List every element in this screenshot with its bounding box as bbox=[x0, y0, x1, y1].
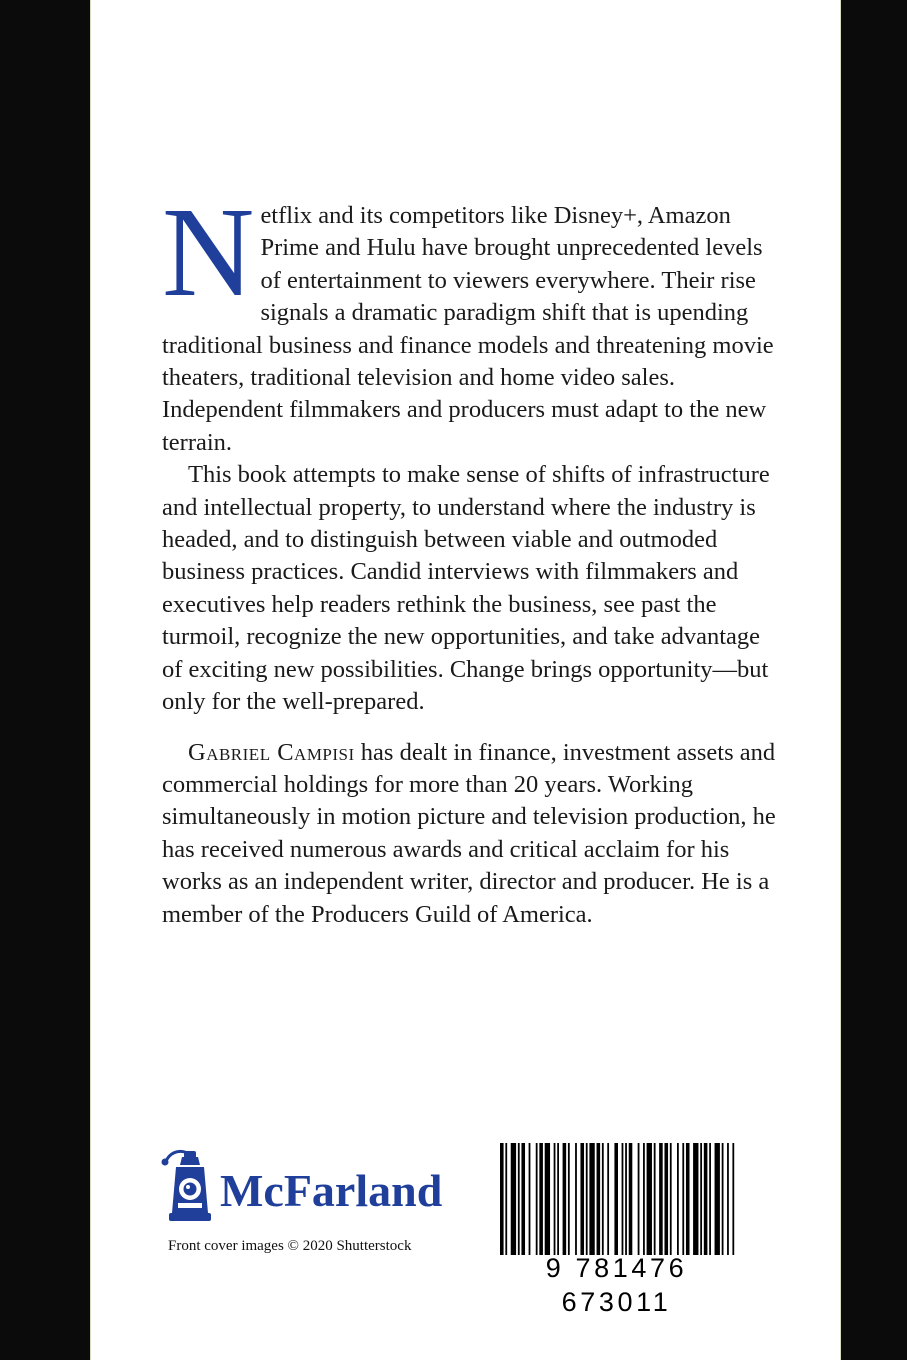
barcode-bar bbox=[602, 1143, 604, 1255]
barcode-bar bbox=[586, 1143, 588, 1255]
barcode-bar bbox=[539, 1143, 543, 1255]
barcode-bar bbox=[529, 1143, 531, 1255]
barcode-bar bbox=[505, 1143, 507, 1255]
lantern-icon bbox=[160, 1147, 216, 1225]
barcode-bar bbox=[677, 1143, 679, 1255]
barcode-bar bbox=[622, 1143, 624, 1255]
drop-cap: N bbox=[162, 181, 255, 323]
barcode-bar bbox=[732, 1143, 734, 1255]
barcode-bar bbox=[709, 1143, 711, 1255]
barcode-bar bbox=[557, 1143, 559, 1255]
barcode-bar bbox=[643, 1143, 645, 1255]
barcode-bar bbox=[686, 1143, 690, 1255]
barcode-bar bbox=[715, 1143, 720, 1255]
barcode-bar bbox=[511, 1143, 516, 1255]
description-paragraph-2: This book attempts to make sense of shifts of infrastructure and intellectual property, to understand where the industry is headed, and to distinguish between viable and outmoded business practices. Candid interviews with filmmakers and executives help readers rethink the business, see past the turmoil, recognize the new opportunities, and take advantage of exciting new possibilities. Change brings opportunity—but only for the well-prepared. bbox=[162, 461, 770, 716]
barcode-bar bbox=[654, 1143, 656, 1255]
barcode-bar bbox=[664, 1143, 668, 1255]
barcode-bar bbox=[700, 1143, 702, 1255]
barcode-bar bbox=[589, 1143, 594, 1255]
description-paragraph-1 bbox=[162, 181, 782, 459]
description-text bbox=[162, 181, 782, 931]
barcode-bar bbox=[659, 1143, 663, 1255]
barcode-bar bbox=[670, 1143, 672, 1255]
author-name: Gabriel Campisi bbox=[188, 738, 355, 766]
cover-credit: Front cover images © 2020 Shutterstock bbox=[168, 1238, 412, 1254]
barcode-bar bbox=[500, 1143, 504, 1255]
barcode-bar bbox=[722, 1143, 724, 1255]
barcode-bar bbox=[554, 1143, 556, 1255]
barcode-bars bbox=[500, 1143, 736, 1255]
barcode-bar bbox=[704, 1143, 708, 1255]
barcode-bar bbox=[518, 1143, 520, 1255]
barcode-bar bbox=[563, 1143, 567, 1255]
barcode-bar bbox=[727, 1143, 729, 1255]
barcode-bar bbox=[625, 1143, 627, 1255]
barcode-bar bbox=[647, 1143, 652, 1255]
barcode-bar bbox=[638, 1143, 640, 1255]
publisher-logo bbox=[160, 1146, 442, 1226]
isbn-digits: 9 781476 673011 bbox=[545, 1253, 688, 1317]
author-bio-text: has dealt in finance, investment assets and commercial holdings for more than 20 years. Working simultaneously in motion picture and television production, he has received numerous awards and critical acclaim for his works as an independent writer, director and producer. He is a member of the Producers Guild of America. bbox=[162, 738, 776, 928]
barcode-bar bbox=[580, 1143, 584, 1255]
author-bio bbox=[162, 737, 782, 931]
isbn-barcode bbox=[490, 1135, 743, 1317]
barcode-bar bbox=[536, 1143, 538, 1255]
barcode-bar bbox=[693, 1143, 698, 1255]
barcode-bar bbox=[521, 1143, 525, 1255]
publisher-name: McFarland bbox=[220, 1164, 443, 1216]
barcode-bar bbox=[614, 1143, 618, 1255]
barcode-bar bbox=[607, 1143, 609, 1255]
barcode-bar bbox=[597, 1143, 601, 1255]
barcode-bar bbox=[568, 1143, 570, 1255]
paragraph-1-text: etflix and its competitors like Disney+, Amazon Prime and Hulu have brought unprecedented levels of entertainment to viewers everywhere. Their rise signals a dramatic paradigm shift that is upending traditional business and finance models and threatening movie theaters, traditional television and home video sales. Independent filmmakers and producers must adapt to the new terrain. bbox=[162, 202, 774, 456]
barcode-bar bbox=[682, 1143, 684, 1255]
back-cover bbox=[90, 0, 841, 1360]
barcode-bar bbox=[545, 1143, 550, 1255]
barcode-bar bbox=[629, 1143, 633, 1255]
barcode-bar bbox=[575, 1143, 577, 1255]
